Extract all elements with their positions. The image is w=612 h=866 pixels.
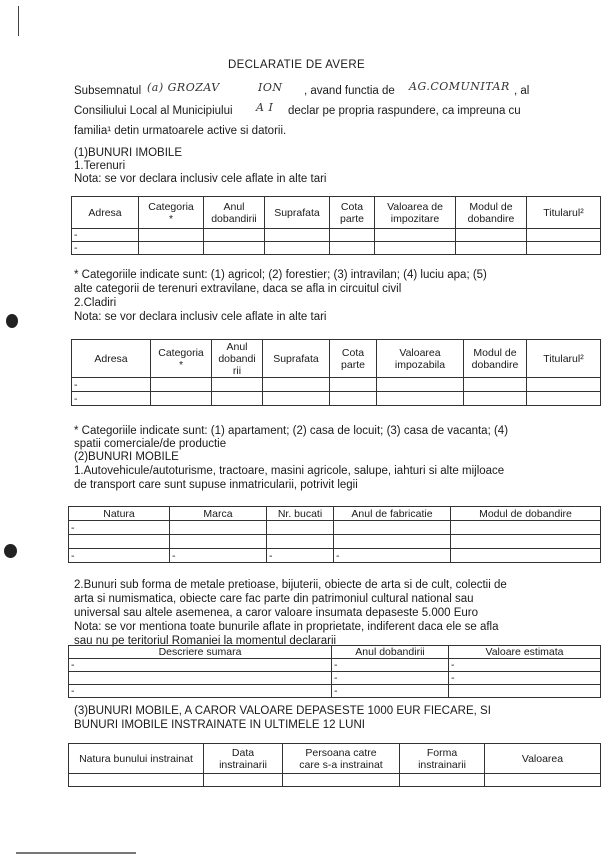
header-natura: Natura (69, 507, 170, 521)
header-valoarea-impozitare: Valoarea de impozitare (375, 197, 456, 229)
header-anul-dobandirii: Anul dobandi rii (212, 340, 263, 378)
table-row (69, 672, 601, 685)
terenuri-table (71, 196, 601, 255)
header-modul-dobandire: Modul de dobandire (456, 197, 527, 229)
section-terenuri-note: Nota: se vor declara inclusiv cele aflate in alte tari (74, 173, 327, 185)
table-row (72, 378, 601, 392)
scan-hole-mark (4, 544, 17, 558)
table-row (69, 521, 601, 535)
table-row (69, 659, 601, 672)
cell-dash: - (267, 549, 334, 563)
cell-dash: - (72, 392, 151, 406)
section-bunuri-mobile-heading: (2)BUNURI MOBILE (74, 451, 179, 463)
scan-hole-mark (6, 314, 18, 328)
cell-dash: - (69, 521, 170, 535)
bunuri-pretioase-table (68, 645, 601, 698)
header-anul-dobandirii: Anul dobandirii (332, 646, 449, 659)
intro-label-al: , al (514, 85, 530, 97)
header-valoare-estimata: Valoare estimata (449, 646, 601, 659)
handwritten-name-2: ION (258, 81, 283, 94)
header-nr-bucati: Nr. bucati (267, 507, 334, 521)
scan-edge-mark (18, 6, 19, 36)
header-anul-fabricatie: Anul de fabricatie (334, 507, 451, 521)
header-modul-dobandire: Modul de dobandire (451, 507, 601, 521)
section-bunuri-pretioase-line2: arta si numismatica, obiecte care fac parte din patrimoniul cultural national sau (74, 593, 474, 605)
bunuri-instrainate-table (68, 743, 601, 787)
header-descriere-sumara: Descriere sumara (69, 646, 332, 659)
section-bunuri-pretioase-line1: 2.Bunuri sub forma de metale pretioase, bijuterii, obiecte de arta si de cult, colectii de (74, 579, 507, 591)
cell-dash: - (72, 229, 139, 242)
handwritten-city: A I (256, 101, 274, 114)
cell-dash: - (332, 659, 449, 672)
table-row (69, 685, 601, 698)
cell-dash: - (69, 659, 332, 672)
header-valoarea-impozabila: Valoarea impozabila (377, 340, 464, 378)
section-cladiri-subheading: 2.Cladiri (74, 297, 117, 309)
cell-dash: - (332, 672, 449, 685)
section-cladiri-note: Nota: se vor declara inclusiv cele aflate in alte tari (74, 311, 327, 323)
autovehicule-table (68, 506, 601, 563)
cell-dash: - (449, 672, 601, 685)
note-categorii-cladiri-line2: spatii comerciale/de productie (74, 438, 227, 450)
cell-dash: - (449, 659, 601, 672)
header-cota-parte: Cota parte (330, 197, 375, 229)
cell-dash: - (72, 242, 139, 255)
header-data-instrainarii: Data instrainarii (204, 744, 283, 774)
table-row (72, 242, 601, 255)
section-bunuri-pretioase-line3: universal sau altele asemenea, a caror valoare insumata depaseste 5.000 Euro (74, 607, 479, 619)
table-row (69, 774, 601, 787)
intro-line2: Consiliului Local al Municipiului (74, 105, 233, 117)
section-bunuri-pretioase-note1: Nota: se vor mentiona toate bunurile aflate in proprietate, indiferent daca ele se afla (74, 621, 499, 633)
handwritten-name: (a) GROZAV (147, 81, 220, 94)
section-bunuri-imobile-heading: (1)BUNURI IMOBILE (74, 147, 182, 159)
section-terenuri-subheading: 1.Terenuri (74, 160, 126, 172)
cell-dash: - (332, 685, 449, 698)
section-autovehicule-line1: 1.Autovehicule/autoturisme, tractoare, masini agricole, salupe, iahturi si alte mijloace (74, 465, 505, 477)
intro-label-functia: , avand functia de (304, 85, 395, 97)
header-natura-bunului: Natura bunului instrainat (69, 744, 204, 774)
header-categoria: Categoria * (139, 197, 204, 229)
document-title: DECLARATIE DE AVERE (228, 59, 365, 71)
cell-dash: - (72, 378, 151, 392)
note-categorii-cladiri-line1: * Categoriile indicate sunt: (1) apartament; (2) casa de locuit; (3) casa de vacanta; (4) (74, 425, 509, 437)
note-categorii-terenuri-line2: alte categorii de terenuri extravilane, daca se afla in circuitul civil (74, 283, 402, 295)
header-suprafata: Suprafata (265, 197, 330, 229)
header-categoria: Categoria * (151, 340, 212, 378)
header-titularul: Titularul² (527, 340, 601, 378)
section-bunuri-instrainate-line2: BUNURI IMOBILE INSTRAINATE IN ULTIMELE 12 LUNI (74, 719, 365, 731)
header-persoana: Persoana catre care s-a instrainat (283, 744, 400, 774)
header-suprafata: Suprafata (263, 340, 330, 378)
table-row (69, 535, 601, 549)
header-modul-dobandire: Modul de dobandire (464, 340, 527, 378)
intro-line3: familia¹ detin urmatoarele active si datorii. (74, 125, 287, 137)
cladiri-table (71, 339, 601, 406)
table-row (69, 549, 601, 563)
scan-edge-mark (16, 852, 136, 854)
header-adresa: Adresa (72, 197, 139, 229)
header-titularul: Titularul² (527, 197, 601, 229)
cell-dash: - (334, 549, 451, 563)
cell-dash: - (170, 549, 267, 563)
section-autovehicule-line2: de transport care sunt supuse inmatricularii, potrivit legii (74, 479, 358, 491)
table-row (72, 392, 601, 406)
cell-dash: - (69, 549, 170, 563)
header-adresa: Adresa (72, 340, 151, 378)
section-bunuri-pretioase-note2: sau nu pe teritoriul Romaniei la momentul declararii (74, 635, 337, 647)
header-cota-parte: Cota parte (330, 340, 377, 378)
header-valoarea: Valoarea (485, 744, 601, 774)
intro-label-subsemnatul: Subsemnatul (74, 85, 142, 97)
intro-line2b: declar pe propria raspundere, ca impreuna cu (288, 105, 521, 117)
note-categorii-terenuri-line1: * Categoriile indicate sunt: (1) agricol; (2) forestier; (3) intravilan; (4) luciu apa; (5) (74, 269, 487, 281)
table-row (72, 229, 601, 242)
handwritten-function: AG.COMUNITAR (409, 80, 510, 93)
section-bunuri-instrainate-line1: (3)BUNURI MOBILE, A CAROR VALOARE DEPASESTE 1000 EUR FIECARE, SI (74, 705, 491, 717)
header-forma-instrainarii: Forma instrainarii (400, 744, 485, 774)
cell-dash: - (69, 685, 332, 698)
header-marca: Marca (170, 507, 267, 521)
header-anul-dobandirii: Anul dobandirii (204, 197, 265, 229)
